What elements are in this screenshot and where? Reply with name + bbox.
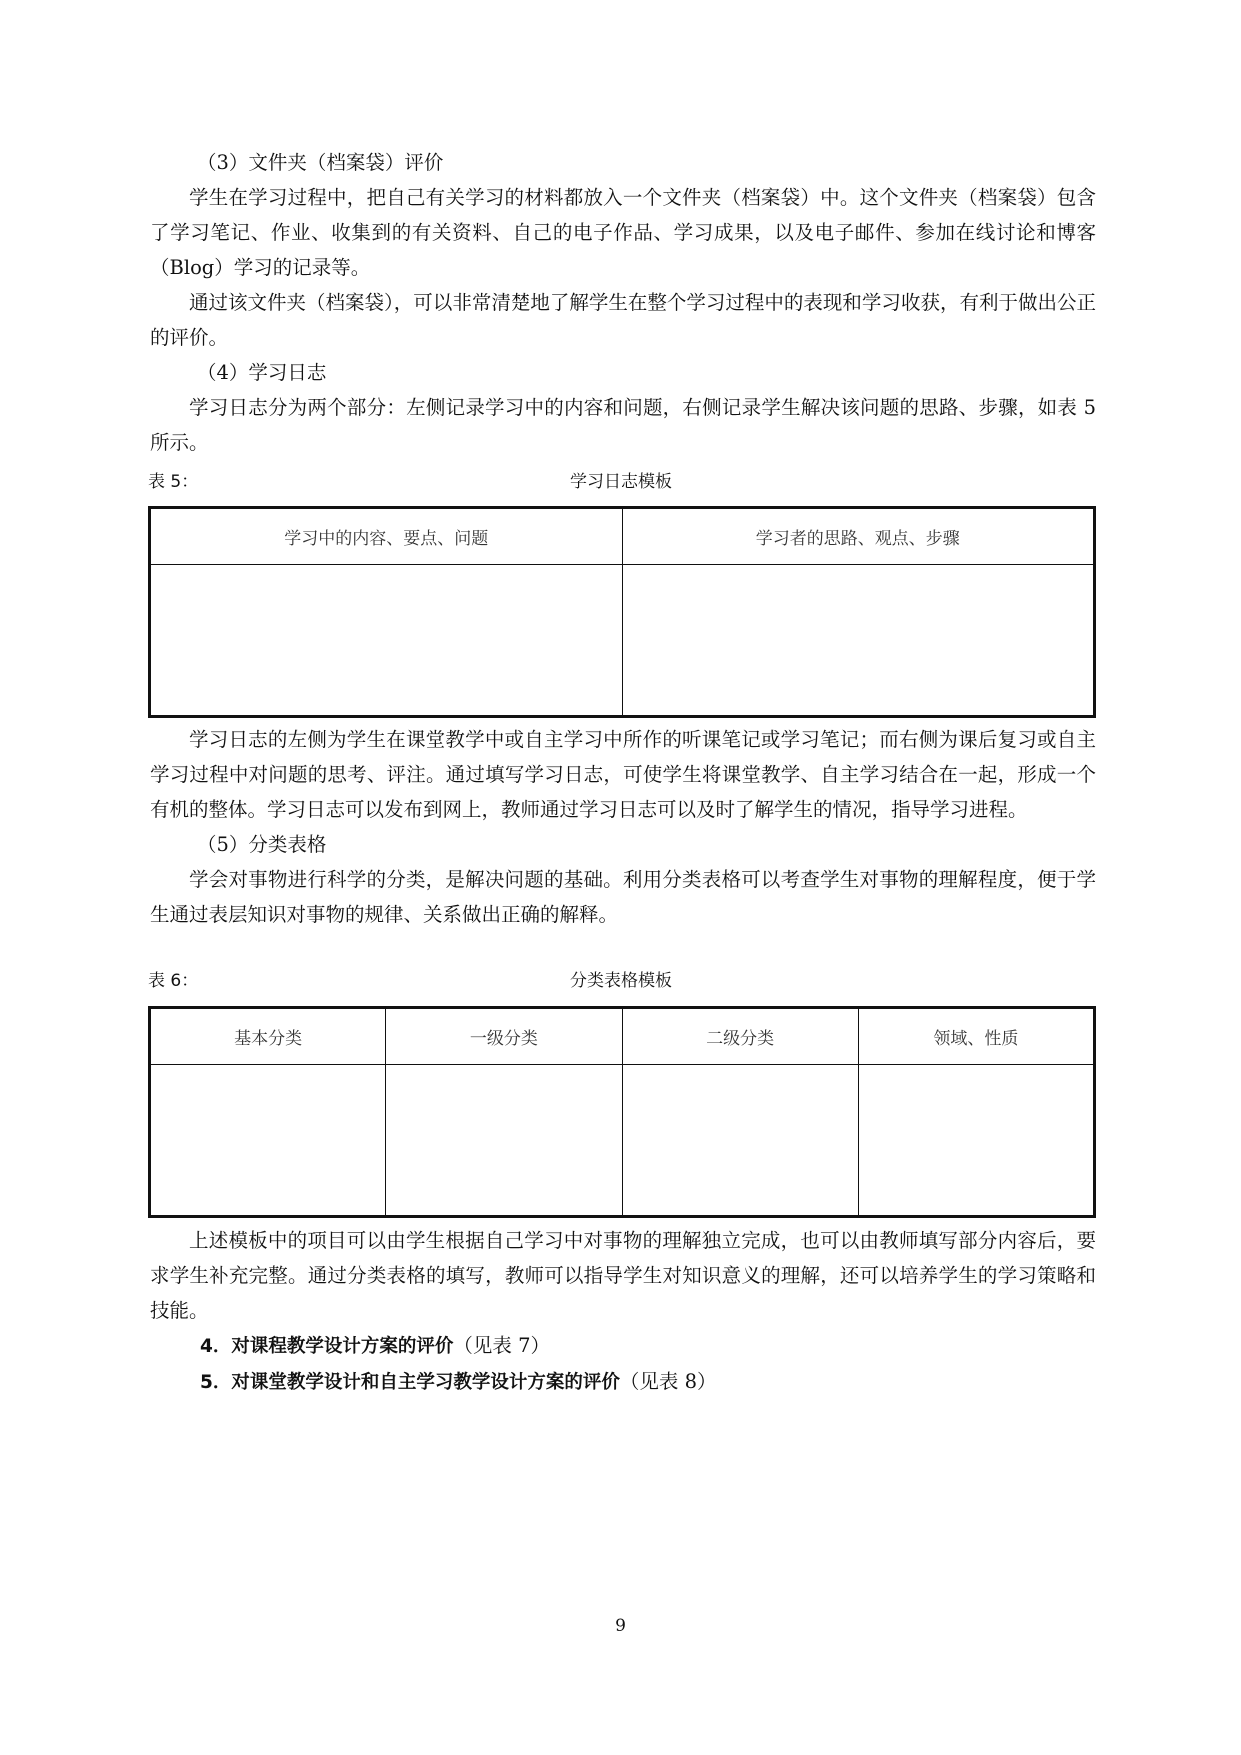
item-5-reference: （见表 8） xyxy=(619,1370,717,1393)
table-6-caption xyxy=(148,966,1094,996)
table-header-row xyxy=(150,508,1095,565)
table-cell xyxy=(622,1065,858,1217)
table-5-title: 学习日志模板 xyxy=(570,472,672,492)
section-3-heading: （3）文件夹（档案袋）评价 xyxy=(197,151,444,174)
item-5-title: 5．对课堂教学设计和自主学习教学设计方案的评价 xyxy=(200,1372,620,1393)
section-5-paragraph-2: 上述模板中的项目可以由学生根据自己学习中对事物的理解独立完成，也可以由教师填写部分内容后，要求学生补充完整。通过分类表格的填写，教师可以指导学生对知识意义的理解，还可以培养学生的学习策略和技能。 xyxy=(150,1229,1096,1322)
table-6-title: 分类表格模板 xyxy=(570,971,672,991)
section-3-paragraph-2: 通过该文件夹（档案袋），可以非常清楚地了解学生在整个学习过程中的表现和学习收获，有利于做出公正的评价。 xyxy=(150,291,1096,349)
closing-block xyxy=(150,1223,1096,1400)
section-3-4-block xyxy=(150,145,1096,460)
classification-table xyxy=(148,1006,1096,1218)
table-5-label: 表 5： xyxy=(148,472,199,492)
learning-log-table xyxy=(148,506,1096,718)
section-4-heading: （4）学习日志 xyxy=(197,361,327,384)
table-header-cell: 一级分类 xyxy=(386,1008,622,1065)
table-header-cell: 基本分类 xyxy=(150,1008,386,1065)
item-4-title: 4．对课程教学设计方案的评价 xyxy=(200,1336,454,1357)
section-4-paragraph-1: 学习日志分为两个部分：左侧记录学习中的内容和问题，右侧记录学生解决该问题的思路、步骤，如表 5 所示。 xyxy=(150,396,1096,454)
table-cell xyxy=(150,565,623,717)
table-header-cell: 学习者的思路、观点、步骤 xyxy=(622,508,1095,565)
item-5-heading xyxy=(150,1364,1096,1400)
table-header-cell: 学习中的内容、要点、问题 xyxy=(150,508,623,565)
table-cell xyxy=(858,1065,1094,1217)
table-header-cell: 二级分类 xyxy=(622,1008,858,1065)
section-4-5-block xyxy=(150,722,1096,932)
item-4-reference: （见表 7） xyxy=(453,1334,550,1357)
table-cell xyxy=(386,1065,622,1217)
table-6-label: 表 6： xyxy=(148,971,199,991)
table-cell xyxy=(150,1065,386,1217)
table-5-caption xyxy=(148,467,1094,497)
table-header-cell: 领域、性质 xyxy=(858,1008,1094,1065)
table-row xyxy=(150,565,1095,717)
section-4-paragraph-2: 学习日志的左侧为学生在课堂教学中或自主学习中所作的听课笔记或学习笔记；而右侧为课后复习或自主学习过程中对问题的思考、评注。通过填写学习日志，可使学生将课堂教学、自主学习结合在一起，形成一个有机的整体。学习日志可以发布到网上，教师通过学习日志可以及时了解学生的情况，指导学习进程。 xyxy=(150,728,1096,821)
table-header-row xyxy=(150,1008,1095,1065)
table-row xyxy=(150,1065,1095,1217)
section-3-paragraph-1: 学生在学习过程中，把自己有关学习的材料都放入一个文件夹（档案袋）中。这个文件夹（档案袋）包含了学习笔记、作业、收集到的有关资料、自己的电子作品、学习成果，以及电子邮件、参加在线讨论和博客（Blog）学习的记录等。 xyxy=(150,186,1096,279)
section-5-paragraph-1: 学会对事物进行科学的分类，是解决问题的基础。利用分类表格可以考查学生对事物的理解程度，便于学生通过表层知识对事物的规律、关系做出正确的解释。 xyxy=(150,868,1096,926)
page-number: 9 xyxy=(615,1616,626,1636)
table-cell xyxy=(622,565,1095,717)
item-4-heading xyxy=(150,1328,1096,1364)
section-5-heading: （5）分类表格 xyxy=(197,833,327,856)
